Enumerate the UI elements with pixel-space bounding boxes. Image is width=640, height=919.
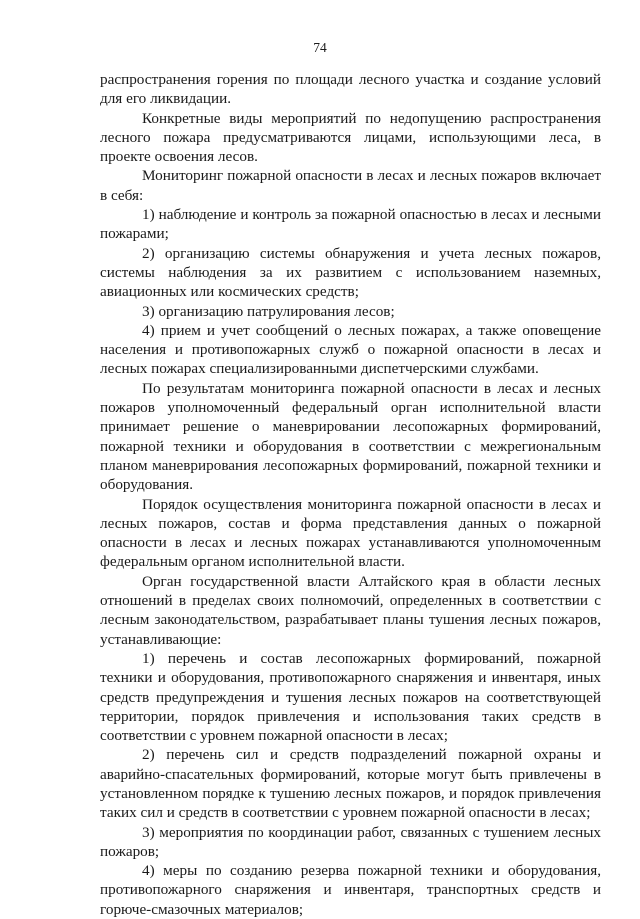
paragraph: Конкретные виды мероприятий по недопущению распространения лесного пожара предусматриваются лицами, использующими леса, в проекте освоения лесов. bbox=[100, 109, 601, 166]
list-item: 2) организацию системы обнаружения и учета лесных пожаров, системы наблюдения за их развитием с использованием наземных, авиационных или космических средств; bbox=[100, 244, 601, 301]
list-item: 2) перечень сил и средств подразделений пожарной охраны и аварийно-спасательных формирований, которые могут быть привлечены в установленном порядке к тушению лесных пожаров, и порядок привлечения таких сил и средств в соответствии с уровнем пожарной опасности в лесах; bbox=[100, 746, 601, 822]
page-number: 74 bbox=[313, 40, 327, 55]
list-item: 1) наблюдение и контроль за пожарной опасностью в лесах и лесными пожарами; bbox=[100, 206, 601, 243]
list-item: 4) меры по созданию резерва пожарной техники и оборудования, противопожарного снаряжения и инвентаря, транспортных средств и горюче-смазочных материалов; bbox=[100, 862, 601, 918]
list-item: 3) мероприятия по координации работ, связанных с тушением лесных пожаров; bbox=[100, 823, 601, 860]
paragraph: По результатам мониторинга пожарной опасности в лесах и лесных пожаров уполномоченный федеральный орган исполнительной власти принимает решение о маневрировании лесопожарных формирований, пожарной техники и оборудования в соответствии с межрегиональным планом маневрирования лесопожарных формирований, пожарной техники и оборудования. bbox=[100, 379, 601, 494]
paragraph: распространения горения по площади лесного участка и создание условий для его ликвидации. bbox=[100, 71, 601, 108]
list-item: 3) организацию патрулирования лесов; bbox=[142, 302, 395, 320]
list-item: 4) прием и учет сообщений о лесных пожарах, а также оповещение населения и противопожарных служб о пожарной опасности в лесах и лесных пожарах специализированными диспетчерскими службами. bbox=[100, 321, 601, 378]
paragraph: Орган государственной власти Алтайского края в области лесных отношений в пределах своих полномочий, определенных в соответствии с лесным законодательством, разрабатывает планы тушения лесных пожаров, устанавливающие: bbox=[100, 572, 601, 648]
body-text bbox=[100, 70, 601, 919]
paragraph: Мониторинг пожарной опасности в лесах и лесных пожаров включает в себя: bbox=[100, 167, 601, 204]
list-item: 1) перечень и состав лесопожарных формирований, пожарной техники и оборудования, противопожарного снаряжения и инвентаря, иных средств предупреждения и тушения лесных пожаров на соответствующей территории, порядок привлечения и использования таких средств в соответствии с уровнем пожарной опасности в лесах; bbox=[100, 649, 601, 745]
paragraph: Порядок осуществления мониторинга пожарной опасности в лесах и лесных пожаров, состав и форма представления данных о пожарной опасности в лесах и лесных пожарах устанавливаются уполномоченным федеральным органом исполнительной власти. bbox=[100, 495, 601, 571]
